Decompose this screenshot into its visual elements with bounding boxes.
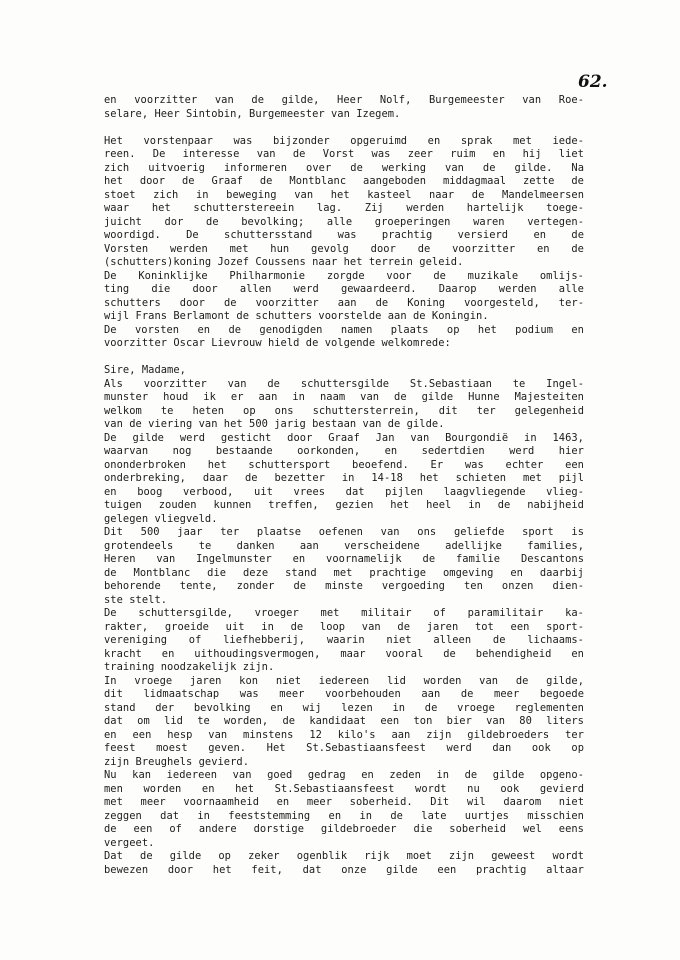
- text-line: dat om lid te worden, de kandidaat een ton bier van 80 liters: [104, 715, 584, 727]
- text-line: reen. De interesse van de Vorst was zeer ruim en hij liet: [104, 148, 584, 160]
- text-line: Als voorzitter van de schuttersgilde St.Sebastiaan te Ingel-: [104, 377, 584, 390]
- text-line: rakter, groeide uit in de loop van de jaren tot een sport-: [104, 620, 584, 633]
- text-line: het door de Graaf de Montblanc aangeboden middagmaal zette de: [104, 175, 584, 187]
- text-line: men worden en het St.Sebastiaansfeest wordt nu ook gevierd: [104, 782, 584, 795]
- page-number: 62.: [578, 72, 608, 92]
- text-line: met meer voornaamheid en meer soberheid. Dit wil daarom niet: [104, 796, 584, 808]
- text-line: wijl Frans Berlamont de schutters voorstelde aan de Koningin.: [104, 310, 489, 322]
- paragraph-gap: [104, 121, 584, 135]
- text-line: vergeet.: [104, 836, 155, 849]
- text-line: waar het schutterstereein lag. Zij werden hartelijk toege-: [104, 202, 584, 214]
- text-line: stand der bevolking en wij lezen in de vroege reglementen: [104, 701, 584, 714]
- text-line: ting die door allen werd gewaardeerd. Daarop werden alle: [104, 283, 584, 295]
- text-line: munster houd ik er aan in naam van de gilde Hunne Majesteiten: [104, 391, 584, 403]
- text-line: en voorzitter van de gilde, Heer Nolf, Burgemeester van Roe-: [104, 94, 584, 106]
- body-text: [104, 94, 584, 877]
- text-line: Dat de gilde op zeker ogenblik rijk moet zijn geweest wordt: [104, 850, 584, 862]
- text-line: bewezen door het feit, dat onze gilde een prachtig altaar: [104, 863, 584, 876]
- text-line: (schutters)koning Jozef Coussens naar het terrein geleid.: [104, 256, 464, 268]
- text-line: behorende tente, zonder de minste vergoeding ten onzen dien-: [104, 580, 584, 592]
- text-line: en boog verbood, uit vrees dat pijlen laagvliegende vlieg-: [104, 485, 584, 498]
- text-line: training noodzakelijk zijn.: [104, 661, 275, 673]
- text-line: Nu kan iedereen van goed gedrag en zeden in de gilde opgeno-: [104, 769, 584, 781]
- text-line: De gilde werd gesticht door Graaf Jan van Bourgondië in 1463,: [104, 431, 584, 444]
- text-line: stoet zich in beweging van het kasteel naar de Mandelmeersen: [104, 188, 584, 201]
- text-line: zich uitvoerig informeren over de werking van de gilde. Na: [104, 161, 584, 174]
- text-line: en een hesp van minstens 12 kilo's aan zijn gildebroeders ter: [104, 728, 584, 741]
- text-line: tuigen zouden kunnen treffen, gezien het heel in de nabijheid: [104, 499, 584, 511]
- text-line: woordigd. De schuttersstand was prachtig versierd en de: [104, 229, 584, 241]
- text-line: schutters door de voorzitter aan de Koning voorgesteld, ter-: [104, 296, 584, 309]
- text-line: De schuttersgilde, vroeger met militair of paramilitair ka-: [104, 607, 584, 619]
- text-line: onderbreking, daar de bezetter in 14-18 het schieten met pijl: [104, 472, 584, 484]
- text-line: zeggen dat in feeststemming en in de late uurtjes misschien: [104, 809, 584, 822]
- text-line: Dit 500 jaar ter plaatse oefenen van ons geliefde sport is: [104, 526, 584, 538]
- text-line: dit lidmaatschap was meer voorbehouden aan de meer begoede: [104, 688, 584, 700]
- text-line: grotendeels te danken aan verscheidene adellijke families,: [104, 539, 584, 552]
- text-line: Sire, Madame,: [104, 364, 186, 376]
- text-line: juicht dor de bevolking; alle groeperingen waren vertegen-: [104, 215, 584, 228]
- text-line: vereniging of liefhebberij, waarin niet alleen de lichaams-: [104, 634, 584, 646]
- text-line: Heren van Ingelmunster en voornamelijk de familie Descantons: [104, 553, 584, 565]
- text-line: Het vorstenpaar was bijzonder opgeruimd en sprak met iede-: [104, 134, 584, 147]
- text-line: ste stelt.: [104, 593, 168, 606]
- text-line: zijn Breughels gevierd.: [104, 755, 250, 768]
- paragraph-gap: [104, 351, 584, 365]
- text-line: welkom te heten op ons schuttersterrein, dit ter gelegenheid: [104, 404, 584, 417]
- text-line: kracht en uithoudingsvermogen, maar vooral de behendigheid en: [104, 647, 584, 660]
- text-line: De Koninklijke Philharmonie zorgde voor de muzikale omlijs-: [104, 269, 584, 282]
- text-line: van de viering van het 500 jarig bestaan van de gilde.: [104, 418, 445, 430]
- text-line: In vroege jaren kon niet iedereen lid worden van de gilde,: [104, 674, 584, 687]
- text-line: selare, Heer Sintobin, Burgemeester van Izegem.: [104, 107, 401, 120]
- text-line: feest moest geven. Het St.Sebastiaansfeest werd dan ook op: [104, 742, 584, 754]
- text-line: De vorsten en de genodigden namen plaats op het podium en: [104, 323, 584, 336]
- text-line: de Montblanc die deze stand met prachtige omgeving en daarbij: [104, 566, 584, 579]
- text-line: Vorsten werden met hun gevolg door de voorzitter en de: [104, 242, 584, 255]
- text-line: waarvan nog bestaande oorkonden, en sedertdien werd hier: [104, 445, 584, 457]
- text-line: ononderbroken het schuttersport beoefend. Er was echter een: [104, 458, 584, 471]
- text-line: voorzitter Oscar Lievrouw hield de volgende welkomrede:: [104, 337, 451, 349]
- text-line: gelegen vliegveld.: [104, 512, 218, 525]
- text-line: de een of andere dorstige gildebroeder die soberheid wel eens: [104, 823, 584, 835]
